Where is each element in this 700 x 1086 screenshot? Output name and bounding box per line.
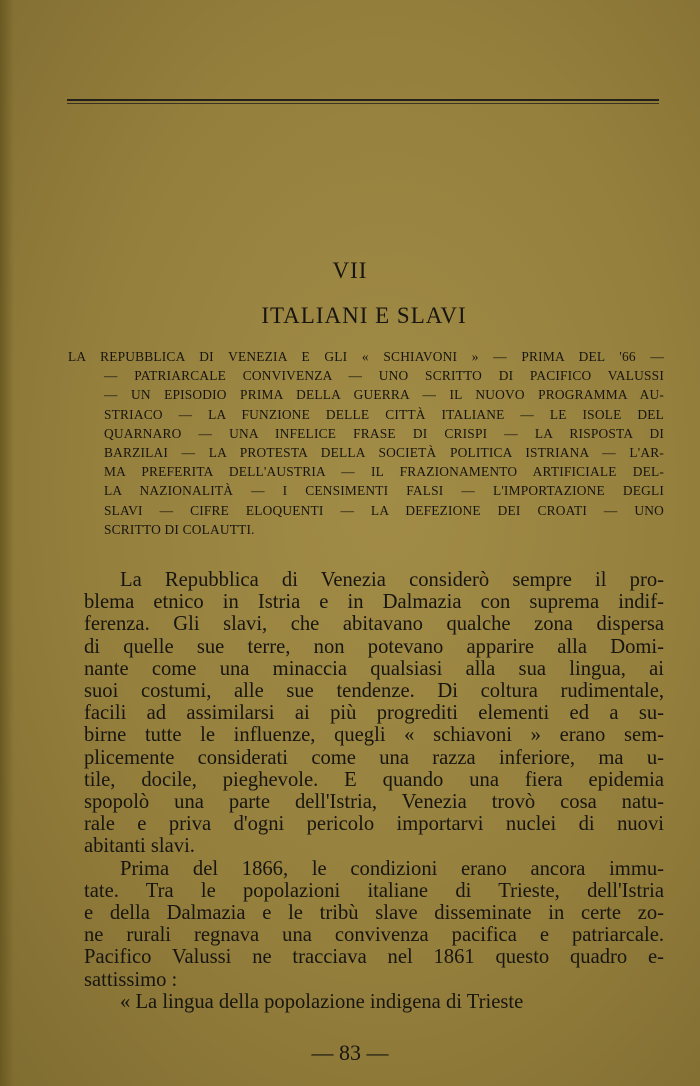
summary-line: MA PREFERITA DELL'AUSTRIA — IL FRAZIONAMENTO ARTIFICIALE DEL- bbox=[104, 464, 664, 480]
summary-line: QUARNARO — UNA INFELICE FRASE DI CRISPI — LA RISPOSTA DI bbox=[104, 425, 664, 441]
body-line: e della Dalmazia e le tribù slave disseminate in certe zo- bbox=[84, 902, 664, 925]
body-line: tate. Tra le popolazioni italiane di Trieste, dell'Istria bbox=[84, 879, 664, 902]
body-line: birne tutte le influenze, quegli « schiavoni » erano sem- bbox=[84, 724, 664, 747]
body-line: ferenza. Gli slavi, che abitavano qualche zona dispersa bbox=[84, 613, 664, 636]
top-rule-thin bbox=[67, 103, 659, 104]
chapter-title: ITALIANI E SLAVI bbox=[261, 303, 467, 328]
summary-line: SCRITTO DI COLAUTTI. bbox=[104, 521, 255, 537]
body-line: di quelle sue terre, non potevano apparire alla Domi- bbox=[84, 635, 664, 658]
summary-line: — UN EPISODIO PRIMA DELLA GUERRA — IL NUOVO PROGRAMMA AU- bbox=[104, 387, 664, 403]
body-line: La Repubblica di Venezia considerò sempre il pro- bbox=[120, 569, 664, 591]
chapter-number: VII bbox=[332, 258, 368, 283]
body-line: facili ad assimilarsi ai più progrediti elementi ed a su- bbox=[84, 702, 664, 725]
summary-line: LA REPUBBLICA DI VENEZIA E GLI « SCHIAVONI » — PRIMA DEL '66 — bbox=[68, 349, 664, 364]
body-text bbox=[84, 569, 664, 1013]
body-line: ne rurali regnava una convivenza pacifica e patriarcale. bbox=[84, 924, 664, 947]
summary-line: STRIACO — LA FUNZIONE DELLE CITTÀ ITALIANE — LE ISOLE DEL bbox=[104, 406, 664, 422]
body-line: « La lingua della popolazione indigena di Trieste bbox=[120, 990, 524, 1013]
page-edge-shadow bbox=[0, 0, 14, 1086]
body-line: suoi costumi, alle sue tendenze. Di coltura rudimentale, bbox=[84, 680, 664, 703]
chapter-summary bbox=[68, 347, 664, 539]
body-line: blema etnico in Istria e in Dalmazia con suprema indif- bbox=[84, 591, 664, 614]
body-line: spopolò una parte dell'Istria, Venezia trovò cosa natu- bbox=[84, 791, 664, 814]
page-number: — 83 — bbox=[311, 1040, 389, 1065]
body-line: plicemente considerati come una razza inferiore, ma u- bbox=[84, 746, 664, 769]
body-line: sattissimo : bbox=[84, 968, 178, 991]
body-line: Pacifico Valussi ne tracciava nel 1861 questo quadro e- bbox=[84, 946, 664, 969]
body-line: tile, docile, pieghevole. E quando una fiera epidemia bbox=[84, 768, 664, 791]
summary-line: — PATRIARCALE CONVIVENZA — UNO SCRITTO DI PACIFICO VALUSSI bbox=[104, 368, 664, 384]
body-line: abitanti slavi. bbox=[84, 835, 195, 858]
body-line: nante come una minaccia qualsiasi alla sua lingua, ai bbox=[84, 657, 664, 680]
body-line: rale e priva d'ogni pericolo importarvi nuclei di nuovi bbox=[84, 813, 664, 836]
summary-line: BARZILAI — LA PROTESTA DELLA SOCIETÀ POLITICA ISTRIANA — L'AR- bbox=[104, 445, 664, 461]
summary-line: LA NAZIONALITÀ — I CENSIMENTI FALSI — L'IMPORTAZIONE DEGLI bbox=[104, 483, 664, 499]
body-line: Prima del 1866, le condizioni erano ancora immu- bbox=[120, 857, 664, 880]
top-rule bbox=[67, 99, 659, 101]
summary-line: SLAVI — CIFRE ELOQUENTI — LA DEFEZIONE DEI CROATI — UNO bbox=[104, 502, 664, 518]
